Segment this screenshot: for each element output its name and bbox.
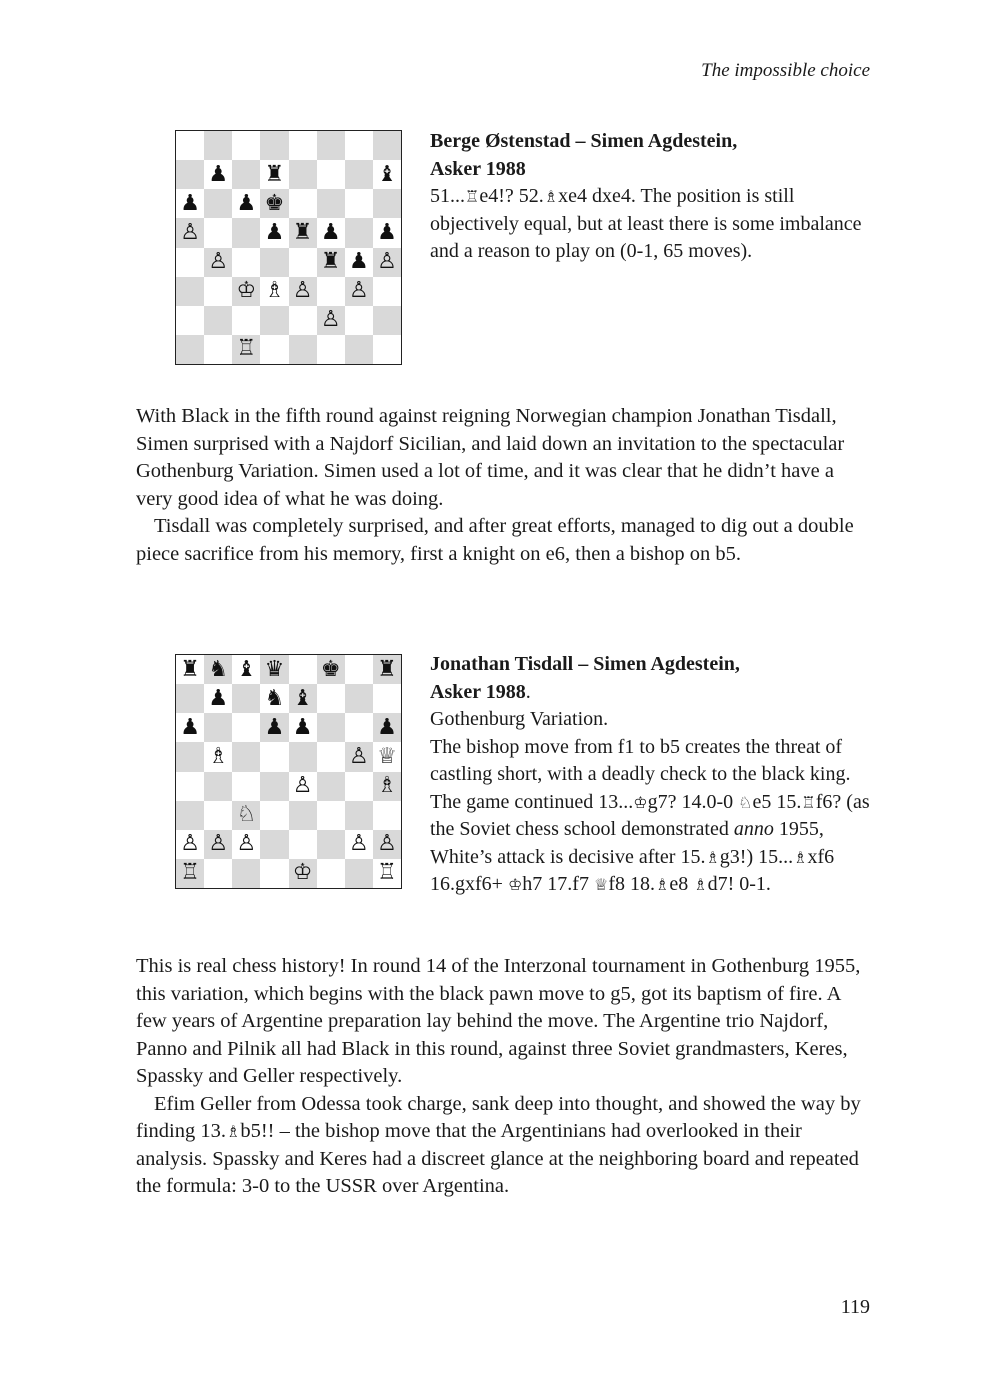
board-square (232, 131, 260, 160)
diagram-caption-2: Jonathan Tisdall – Simen Agdestein, Asker 1988. Gothenburg Variation. The bishop move from f1 to b5 creates the threat of castling short, with a deadly check to the black king. The game continued 13...♔g7? 14.0-0 ♘e5 15.♖f6? (as the Soviet chess school demonstrated anno 1955, White’s attack is decisive after 15.♗g3!) 15...♗xf6 16.gxf6+ ♔h7 17.f7 ♕f8 18.♗e8 ♗d7! 0-1. (430, 651, 875, 899)
board-square: ♙ (373, 830, 401, 859)
board-square: ♟ (260, 713, 288, 742)
board-square (232, 160, 260, 189)
board-square (373, 801, 401, 830)
game-notes: 51...♖e4!? 52.♗xe4 dxe4. The position is still objectively equal, but at least there is some imbalance and a reason to play on (0-1, 65 moves). (430, 185, 862, 262)
body-text-1 (136, 403, 870, 568)
board-square (204, 218, 232, 247)
board-square (232, 772, 260, 801)
board-square: ♟ (317, 218, 345, 247)
board-square (317, 713, 345, 742)
paragraph: With Black in the fifth round against reigning Norwegian champion Jonathan Tisdall, Simen surprised with a Najdorf Sicilian, and laid down an invitation to the spectacular Gothenburg Variation. Simen used a lot of time, and it was clear that he didn’t have a very good idea of what he was doing. (136, 405, 845, 510)
running-head: The impossible choice (701, 60, 870, 81)
board-square (345, 684, 373, 713)
board-square (204, 713, 232, 742)
board-square (204, 801, 232, 830)
board-square (317, 131, 345, 160)
king-icon: ♔ (507, 875, 523, 894)
rook-icon: ♖ (801, 792, 816, 812)
board-square: ♚ (260, 189, 288, 218)
board-square (260, 131, 288, 160)
board-square (204, 306, 232, 335)
board-square (232, 218, 260, 247)
board-square (204, 772, 232, 801)
game-notes: The bishop move from f1 to b5 creates the threat of castling short, with a deadly check to the black king. The game continued 13...♔g7? 14.0-0 ♘e5 15.♖f6? (as the Soviet chess school demonstrated anno 1955, White’s attack is decisive after 15.♗g3!) 15...♗xf6 16.gxf6+ ♔h7 17.f7 ♕f8 18.♗e8 ♗d7! 0-1. (430, 735, 870, 895)
board-square: ♜ (289, 218, 317, 247)
board-square: ♚ (317, 655, 345, 684)
board-square: ♔ (232, 277, 260, 306)
board-square (345, 218, 373, 247)
board-square: ♘ (232, 801, 260, 830)
game-title-line-2: Asker 1988 (430, 680, 526, 703)
board-square (373, 277, 401, 306)
board-square: ♔ (289, 859, 317, 888)
board-square (345, 801, 373, 830)
board-square (176, 131, 204, 160)
board-square: ♝ (232, 655, 260, 684)
board-square (289, 189, 317, 218)
bishop-icon: ♗ (705, 847, 720, 867)
board-square: ♟ (204, 160, 232, 189)
board-square (289, 830, 317, 859)
queen-icon: ♕ (593, 875, 609, 894)
board-square (345, 189, 373, 218)
board-square: ♝ (373, 160, 401, 189)
board-square (317, 160, 345, 189)
board-square (317, 859, 345, 888)
board-square (289, 335, 317, 364)
board-square (176, 248, 204, 277)
board-square (289, 655, 317, 684)
board-square: ♗ (260, 277, 288, 306)
board-square (260, 859, 288, 888)
board-square (345, 772, 373, 801)
board-square (317, 772, 345, 801)
board-square (204, 859, 232, 888)
paragraph: This is real chess history! In round 14 of the Interzonal tournament in Gothenburg 1955, this variation, which begins with the black pawn move to g5, got its baptism of fire. A few years of Argentine preparation lay behind the move. The Argentine trio Najdorf, Panno and Pilnik all had Black in this round, against three Soviet grandmasters, Keres, Spassky and Geller respectively. (136, 955, 861, 1087)
board-square (260, 830, 288, 859)
game-title-line-1: Jonathan Tisdall – Simen Agdestein, (430, 653, 740, 675)
board-square (176, 335, 204, 364)
board-square: ♕ (373, 742, 401, 771)
board-square: ♜ (176, 655, 204, 684)
knight-icon: ♘ (738, 792, 753, 812)
board-square: ♟ (260, 218, 288, 247)
board-square: ♟ (373, 713, 401, 742)
board-square (176, 160, 204, 189)
board-square: ♙ (289, 277, 317, 306)
bishop-icon: ♗ (543, 187, 559, 206)
board-square (345, 306, 373, 335)
board-square (289, 131, 317, 160)
board-square (176, 277, 204, 306)
board-square (373, 335, 401, 364)
chess-diagram-tisdall-agdestein (175, 654, 402, 889)
board-square: ♜ (260, 160, 288, 189)
board-square (204, 131, 232, 160)
board-square (345, 859, 373, 888)
board-square: ♟ (176, 189, 204, 218)
page-number: 119 (840, 1296, 870, 1318)
board-square: ♙ (232, 830, 260, 859)
board-square: ♙ (204, 830, 232, 859)
board-square (260, 772, 288, 801)
board-square: ♗ (373, 772, 401, 801)
board-square (317, 335, 345, 364)
game-title-line-2: Asker 1988 (430, 157, 526, 180)
board-square: ♖ (373, 859, 401, 888)
board-square: ♟ (176, 713, 204, 742)
board-square: ♛ (260, 655, 288, 684)
diagram-caption-1 (430, 128, 875, 266)
board-square (232, 713, 260, 742)
board-square: ♙ (317, 306, 345, 335)
board-square: ♙ (176, 218, 204, 247)
board-square (289, 742, 317, 771)
board-square (176, 742, 204, 771)
paragraph: Tisdall was completely surprised, and after great efforts, managed to dig out a double piece sacrifice from his memory, first a knight on e6, then a bishop on b5. (136, 515, 854, 565)
opening-name: Gothenburg Variation. (430, 708, 609, 730)
board-square (204, 189, 232, 218)
board-square (317, 801, 345, 830)
board-square (317, 189, 345, 218)
board-square: ♙ (345, 277, 373, 306)
board-square (260, 742, 288, 771)
board-square (176, 801, 204, 830)
board-square (232, 684, 260, 713)
board-square: ♖ (176, 859, 204, 888)
bishop-icon: ♗ (225, 1122, 241, 1141)
board-square (204, 335, 232, 364)
board-square (317, 684, 345, 713)
board-square: ♖ (232, 335, 260, 364)
board-square (345, 160, 373, 189)
board-square (289, 248, 317, 277)
board-square (176, 772, 204, 801)
board-square: ♙ (176, 830, 204, 859)
board-square (176, 306, 204, 335)
chess-diagram-ostenstad-agdestein (175, 130, 402, 365)
board-square: ♟ (373, 218, 401, 247)
board-square (232, 248, 260, 277)
board-square (373, 131, 401, 160)
board-square: ♝ (289, 684, 317, 713)
board-square (317, 277, 345, 306)
board-square (317, 742, 345, 771)
board-square (176, 684, 204, 713)
board-square (373, 684, 401, 713)
board-square (232, 742, 260, 771)
board-square: ♟ (289, 713, 317, 742)
board-square: ♞ (204, 655, 232, 684)
board-square (289, 801, 317, 830)
board-square (204, 277, 232, 306)
bishop-icon: ♗ (693, 875, 708, 894)
board-square (373, 189, 401, 218)
board-square: ♟ (204, 684, 232, 713)
board-square (260, 801, 288, 830)
board-square (345, 335, 373, 364)
board-square: ♟ (345, 248, 373, 277)
board-square (289, 306, 317, 335)
board-square: ♟ (232, 189, 260, 218)
rook-icon: ♖ (465, 187, 480, 206)
board-square: ♙ (345, 742, 373, 771)
bishop-icon: ♗ (793, 847, 808, 867)
bishop-icon: ♗ (654, 875, 670, 894)
board-square: ♗ (204, 742, 232, 771)
board-square (260, 335, 288, 364)
board-square (373, 306, 401, 335)
game-title-line-1: Berge Østenstad – Simen Agdestein, (430, 130, 738, 152)
king-icon: ♔ (633, 792, 648, 812)
board-square: ♙ (204, 248, 232, 277)
board-square: ♙ (345, 830, 373, 859)
board-square (232, 306, 260, 335)
paragraph: Efim Geller from Odessa took charge, sank deep into thought, and showed the way by finding 13.♗b5!! – the bishop move that the Argentinians had overlooked in their analysis. Spassky and Keres had a discreet glance at the neighboring board and repeated the formula: 3-0 to the USSR over Argentina. (136, 1092, 861, 1197)
board-square (232, 859, 260, 888)
board-square (289, 160, 317, 189)
board-square (345, 131, 373, 160)
board-square: ♞ (260, 684, 288, 713)
board-square (260, 306, 288, 335)
board-square: ♙ (289, 772, 317, 801)
board-square (345, 655, 373, 684)
board-square (345, 713, 373, 742)
body-text-2 (136, 953, 870, 1201)
board-square: ♙ (373, 248, 401, 277)
board-square (317, 830, 345, 859)
board-square: ♜ (317, 248, 345, 277)
board-square: ♜ (373, 655, 401, 684)
board-square (260, 248, 288, 277)
